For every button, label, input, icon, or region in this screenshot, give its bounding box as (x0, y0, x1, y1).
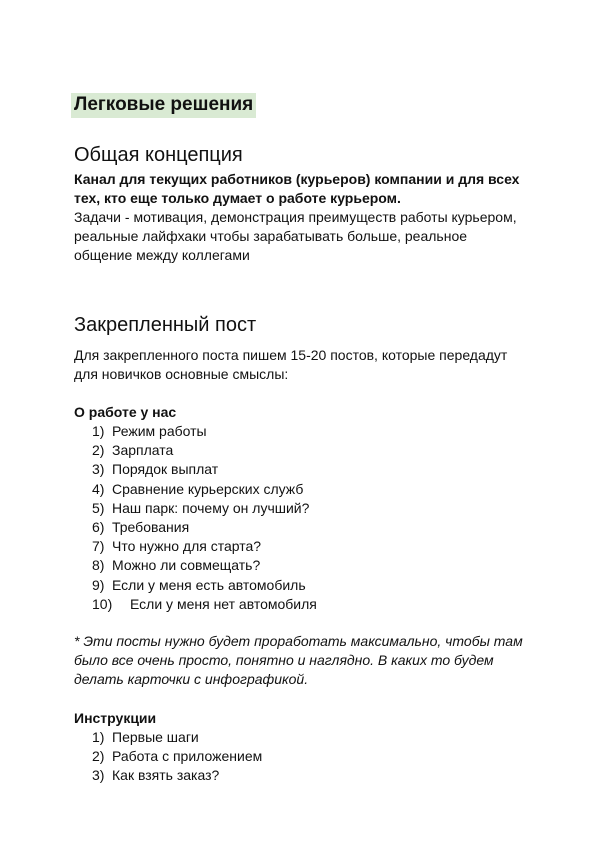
list-item (92, 518, 317, 537)
list-item-number: 3) (92, 461, 105, 478)
list-item-text: Работа с приложением (112, 748, 263, 765)
list-item-number: 9) (92, 576, 105, 593)
concept-text-line-1: Задачи - мотивация, демонстрация преимуществ работы курьером, (74, 209, 517, 225)
list-item-number: 8) (92, 557, 105, 574)
note-line-2: было все очень просто, понятно и наглядно. В каких то будем (74, 652, 494, 668)
note-paragraph (74, 632, 554, 689)
list-item-number: 2) (92, 748, 105, 765)
list-item-text: Как взять заказ? (112, 767, 220, 784)
list-item (92, 556, 317, 575)
list-item (92, 422, 317, 441)
list-item-number: 4) (92, 480, 105, 497)
list-item (92, 537, 317, 556)
list-item-text: Наш парк: почему он лучший? (112, 499, 310, 516)
list-item-number: 1) (92, 729, 105, 745)
concept-bold-paragraph (74, 170, 554, 208)
instructions-heading: Инструкции (74, 710, 157, 726)
list-item-number: 2) (92, 442, 105, 459)
list-item-text: Сравнение курьерских служб (112, 480, 304, 497)
list-item-number: 5) (92, 499, 105, 516)
concept-text-line-2: реальные лайфхаки чтобы зарабатывать больше, реальное (74, 228, 468, 244)
about-heading: О работе у нас (74, 404, 177, 420)
list-item (92, 728, 262, 747)
list-item-text: Требования (112, 519, 190, 536)
list-item (92, 441, 317, 460)
list-item-text: Можно ли совмещать? (112, 557, 261, 574)
list-item (92, 499, 317, 518)
pinned-heading: Закрепленный пост (74, 314, 257, 336)
list-item-number: 1) (92, 423, 105, 439)
note-line-1: * Эти посты нужно будет проработать максимально, чтобы там (74, 633, 523, 649)
concept-bold-line-1: Канал для текущих работников (курьеров) компании и для всех (74, 171, 520, 187)
concept-bold-line-2: тех, кто еще только думает о работе курьером. (74, 190, 401, 206)
pinned-intro-line-2: для новичков основные смыслы: (74, 366, 289, 382)
list-item-text: Зарплата (112, 442, 174, 459)
list-item (92, 595, 317, 614)
instructions-list (92, 728, 262, 786)
concept-text-paragraph (74, 208, 554, 265)
pinned-intro-paragraph (74, 346, 554, 384)
note-line-3: делать карточки с инфографикой. (74, 671, 309, 687)
list-item (92, 480, 317, 499)
list-item-text: Что нужно для старта? (112, 538, 262, 555)
list-item-number: 7) (92, 538, 105, 555)
pinned-intro-line-1: Для закрепленного поста пишем 15-20 постов, которые передадут (74, 347, 508, 363)
list-item (92, 460, 317, 479)
list-item-text: Первые шаги (112, 729, 199, 745)
list-item-text: Режим работы (112, 423, 207, 439)
concept-heading: Общая концепция (74, 144, 243, 166)
document-title: Легковые решения (71, 93, 256, 118)
list-item-number: 10) (92, 595, 113, 612)
about-list (92, 422, 317, 614)
list-item-number: 3) (92, 767, 105, 784)
list-item (92, 766, 262, 785)
list-item (92, 576, 317, 595)
list-item-text: Если у меня есть автомобиль (112, 576, 306, 593)
list-item (92, 747, 262, 766)
concept-text-line-3: общение между коллегами (74, 247, 250, 263)
list-item-text: Порядок выплат (112, 461, 219, 478)
list-item-number: 6) (92, 519, 105, 536)
list-item-text: Если у меня нет автомобиля (130, 595, 317, 612)
